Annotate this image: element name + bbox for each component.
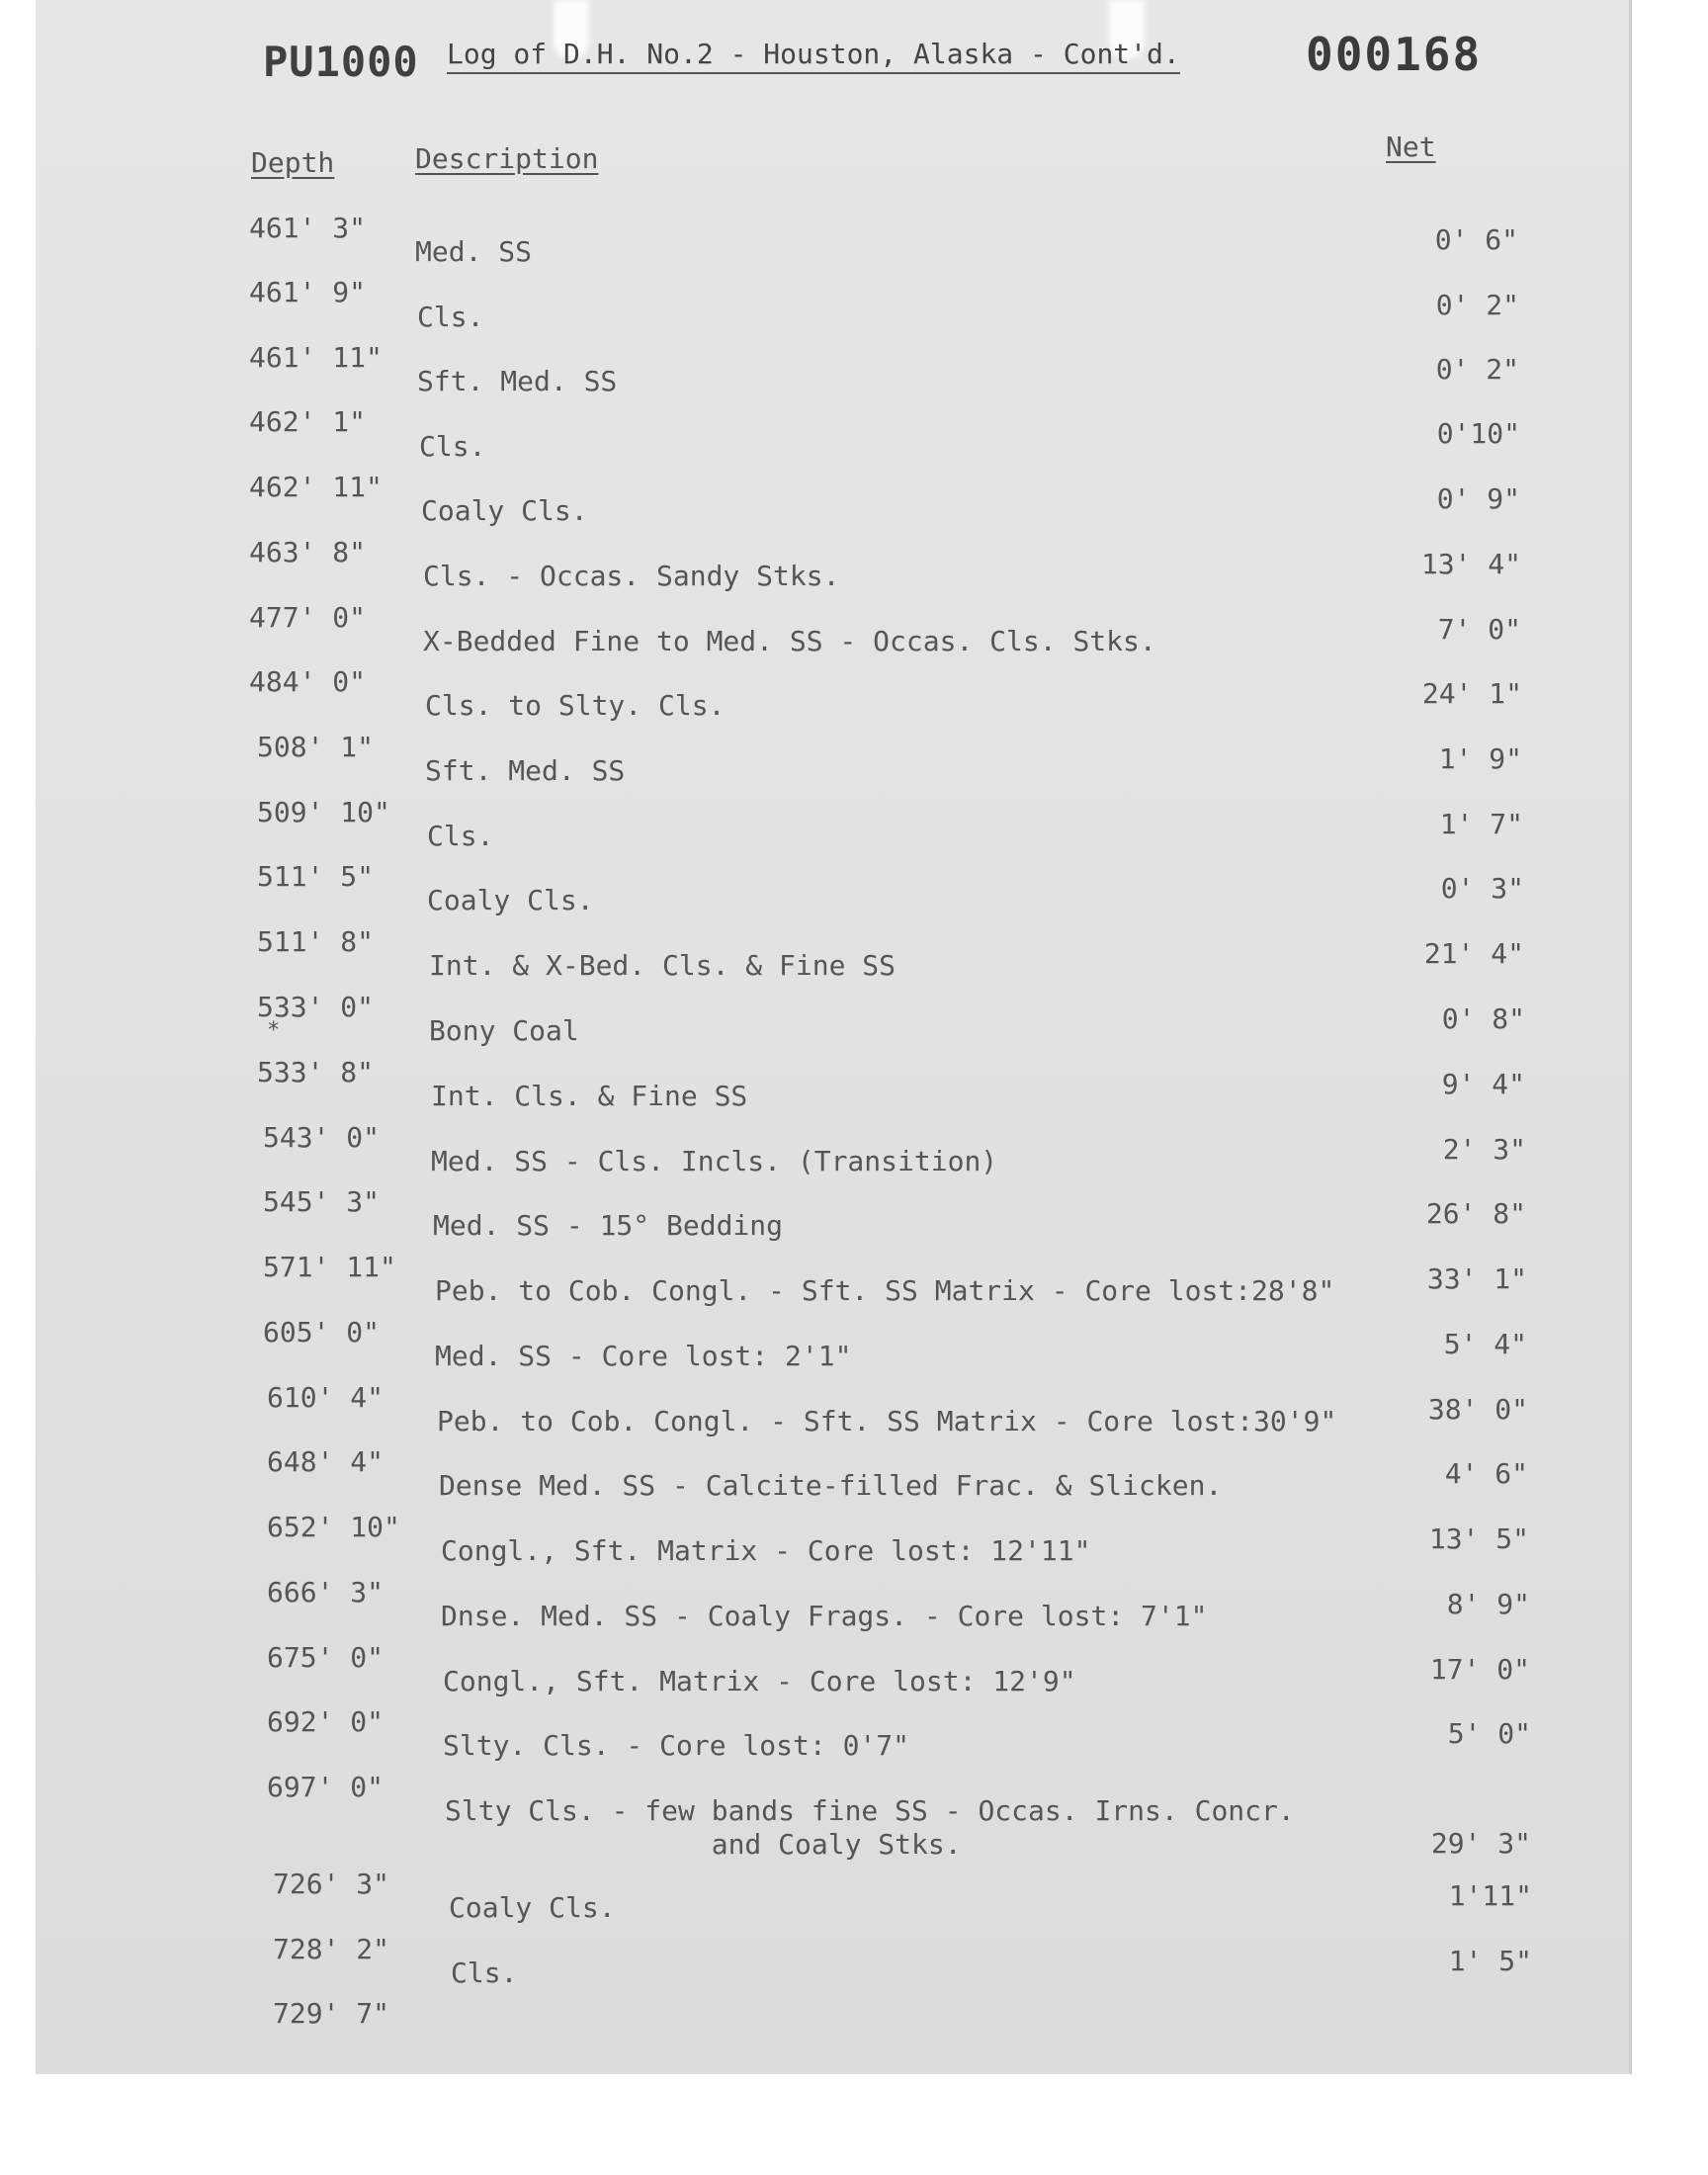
- depth-value: 511' 5": [257, 860, 375, 893]
- interval-description: Sft. Med. SS: [425, 754, 626, 787]
- interval-description: Coaly Cls.: [427, 884, 594, 916]
- interval-description: X-Bedded Fine to Med. SS - Occas. Cls. Stks.: [423, 625, 1156, 657]
- depth-value: 666' 3": [267, 1576, 384, 1609]
- interval-net: 0' 3": [1440, 872, 1524, 905]
- interval-description: Slty Cls. - few bands fine SS - Occas. Irns. Concr. and Coaly Stks.: [445, 1794, 1295, 1861]
- interval-net: 5' 0": [1447, 1717, 1531, 1750]
- depth-value: 571' 11": [263, 1251, 396, 1283]
- column-header-depth: Depth: [251, 146, 335, 179]
- interval-net: 13' 4": [1420, 548, 1521, 580]
- depth-value: 462' 1": [249, 405, 367, 438]
- interval-description: Dnse. Med. SS - Coaly Frags. - Core lost: 7'1": [441, 1600, 1208, 1632]
- interval-description: Cls.: [451, 1957, 518, 1989]
- interval-net: 1' 9": [1438, 742, 1522, 775]
- depth-value: 533' 8": [257, 1056, 375, 1088]
- interval-net: 0' 6": [1434, 223, 1518, 256]
- interval-net: 0' 2": [1435, 289, 1519, 321]
- interval-net: 8' 9": [1446, 1588, 1530, 1620]
- interval-net: 38' 0": [1427, 1393, 1528, 1426]
- interval-net: 7' 0": [1437, 613, 1521, 646]
- interval-description: Slty. Cls. - Core lost: 0'7": [443, 1729, 910, 1762]
- interval-description: Int. & X-Bed. Cls. & Fine SS: [429, 949, 897, 982]
- interval-description: Congl., Sft. Matrix - Core lost: 12'9": [443, 1665, 1076, 1697]
- interval-net: 0' 9": [1436, 482, 1520, 515]
- depth-value: 461' 3": [249, 212, 367, 244]
- interval-description: Peb. to Cob. Congl. - Sft. SS Matrix - Core lost:30'9": [437, 1405, 1337, 1437]
- document-sheet: [36, 0, 1632, 2074]
- depth-value: 610' 4": [267, 1381, 384, 1414]
- interval-description: Bony Coal: [429, 1014, 579, 1047]
- interval-net: 9' 4": [1441, 1068, 1525, 1100]
- depth-value: 462' 11": [249, 471, 383, 503]
- interval-net: 2' 3": [1442, 1133, 1526, 1166]
- depth-value: 543' 0": [263, 1121, 381, 1154]
- interval-net: 26' 8": [1425, 1197, 1526, 1230]
- interval-description: Cls.: [417, 301, 484, 333]
- depth-value: 477' 0": [249, 601, 367, 634]
- interval-net: 0' 2": [1435, 353, 1519, 386]
- interval-net: 17' 0": [1429, 1653, 1530, 1686]
- depth-value: 697' 0": [267, 1771, 384, 1803]
- interval-description: Cls. - Occas. Sandy Stks.: [423, 560, 840, 592]
- depth-value: 675' 0": [267, 1641, 384, 1674]
- interval-net: 0' 8": [1441, 1002, 1525, 1035]
- interval-description: Cls. to Slty. Cls.: [425, 689, 726, 722]
- interval-description: Int. Cls. & Fine SS: [431, 1080, 748, 1112]
- interval-description: Med. SS: [415, 235, 533, 268]
- depth-value: 484' 0": [249, 665, 367, 698]
- interval-net: 21' 4": [1423, 937, 1524, 970]
- depth-value: 728' 2": [273, 1933, 390, 1965]
- interval-net: 4' 6": [1444, 1457, 1528, 1490]
- depth-value: 461' 11": [249, 341, 383, 374]
- interval-description: Med. SS - Cls. Incls. (Transition): [431, 1145, 998, 1177]
- interval-description: Med. SS - 15° Bedding: [433, 1209, 784, 1242]
- depth-value: 652' 10": [267, 1511, 400, 1543]
- depth-value: 463' 8": [249, 536, 367, 568]
- interval-net: 1' 5": [1448, 1945, 1532, 1977]
- depth-value: 605' 0": [263, 1316, 381, 1348]
- depth-value: 533' 0": [257, 991, 375, 1023]
- asterisk-mark: *: [267, 1018, 281, 1043]
- depth-value: 648' 4": [267, 1445, 384, 1478]
- interval-description: Peb. to Cob. Congl. - Sft. SS Matrix - Core lost:28'8": [435, 1274, 1335, 1307]
- depth-value: 511' 8": [257, 925, 375, 958]
- interval-description: Coaly Cls.: [449, 1891, 616, 1924]
- interval-description: Cls.: [419, 430, 486, 463]
- interval-net: 1' 7": [1439, 808, 1523, 840]
- interval-description: Sft. Med. SS: [417, 365, 618, 397]
- depth-value: 729' 7": [273, 1997, 390, 2030]
- depth-value: 461' 9": [249, 276, 367, 308]
- depth-value: 508' 1": [257, 731, 375, 763]
- column-header-description: Description: [415, 142, 599, 175]
- page-footer-margin: [0, 2074, 1708, 2175]
- interval-net: 0'10": [1436, 417, 1520, 450]
- depth-value: 545' 3": [263, 1185, 381, 1218]
- depth-value: 509' 10": [257, 796, 390, 828]
- interval-net: 33' 1": [1426, 1262, 1527, 1295]
- stamp: PU1000: [263, 38, 419, 86]
- interval-description: Cls.: [427, 820, 494, 852]
- interval-net: 5' 4": [1443, 1328, 1527, 1360]
- interval-description: Dense Med. SS - Calcite-filled Frac. & Slicken.: [439, 1469, 1223, 1502]
- interval-description: Coaly Cls.: [421, 494, 588, 527]
- depth-value: 692' 0": [267, 1705, 384, 1738]
- interval-description: Congl., Sft. Matrix - Core lost: 12'11": [441, 1534, 1091, 1567]
- document-number: 000168: [1306, 28, 1483, 81]
- interval-net: 13' 5": [1428, 1522, 1529, 1555]
- interval-description: Med. SS - Core lost: 2'1": [435, 1340, 852, 1372]
- interval-net: 29' 3": [1430, 1827, 1531, 1860]
- interval-net: 1'11": [1448, 1879, 1532, 1912]
- column-header-net: Net: [1386, 130, 1436, 163]
- page-title: Log of D.H. No.2 - Houston, Alaska - Cont'd.: [447, 38, 1180, 74]
- interval-net: 24' 1": [1421, 677, 1522, 710]
- depth-value: 726' 3": [273, 1868, 390, 1900]
